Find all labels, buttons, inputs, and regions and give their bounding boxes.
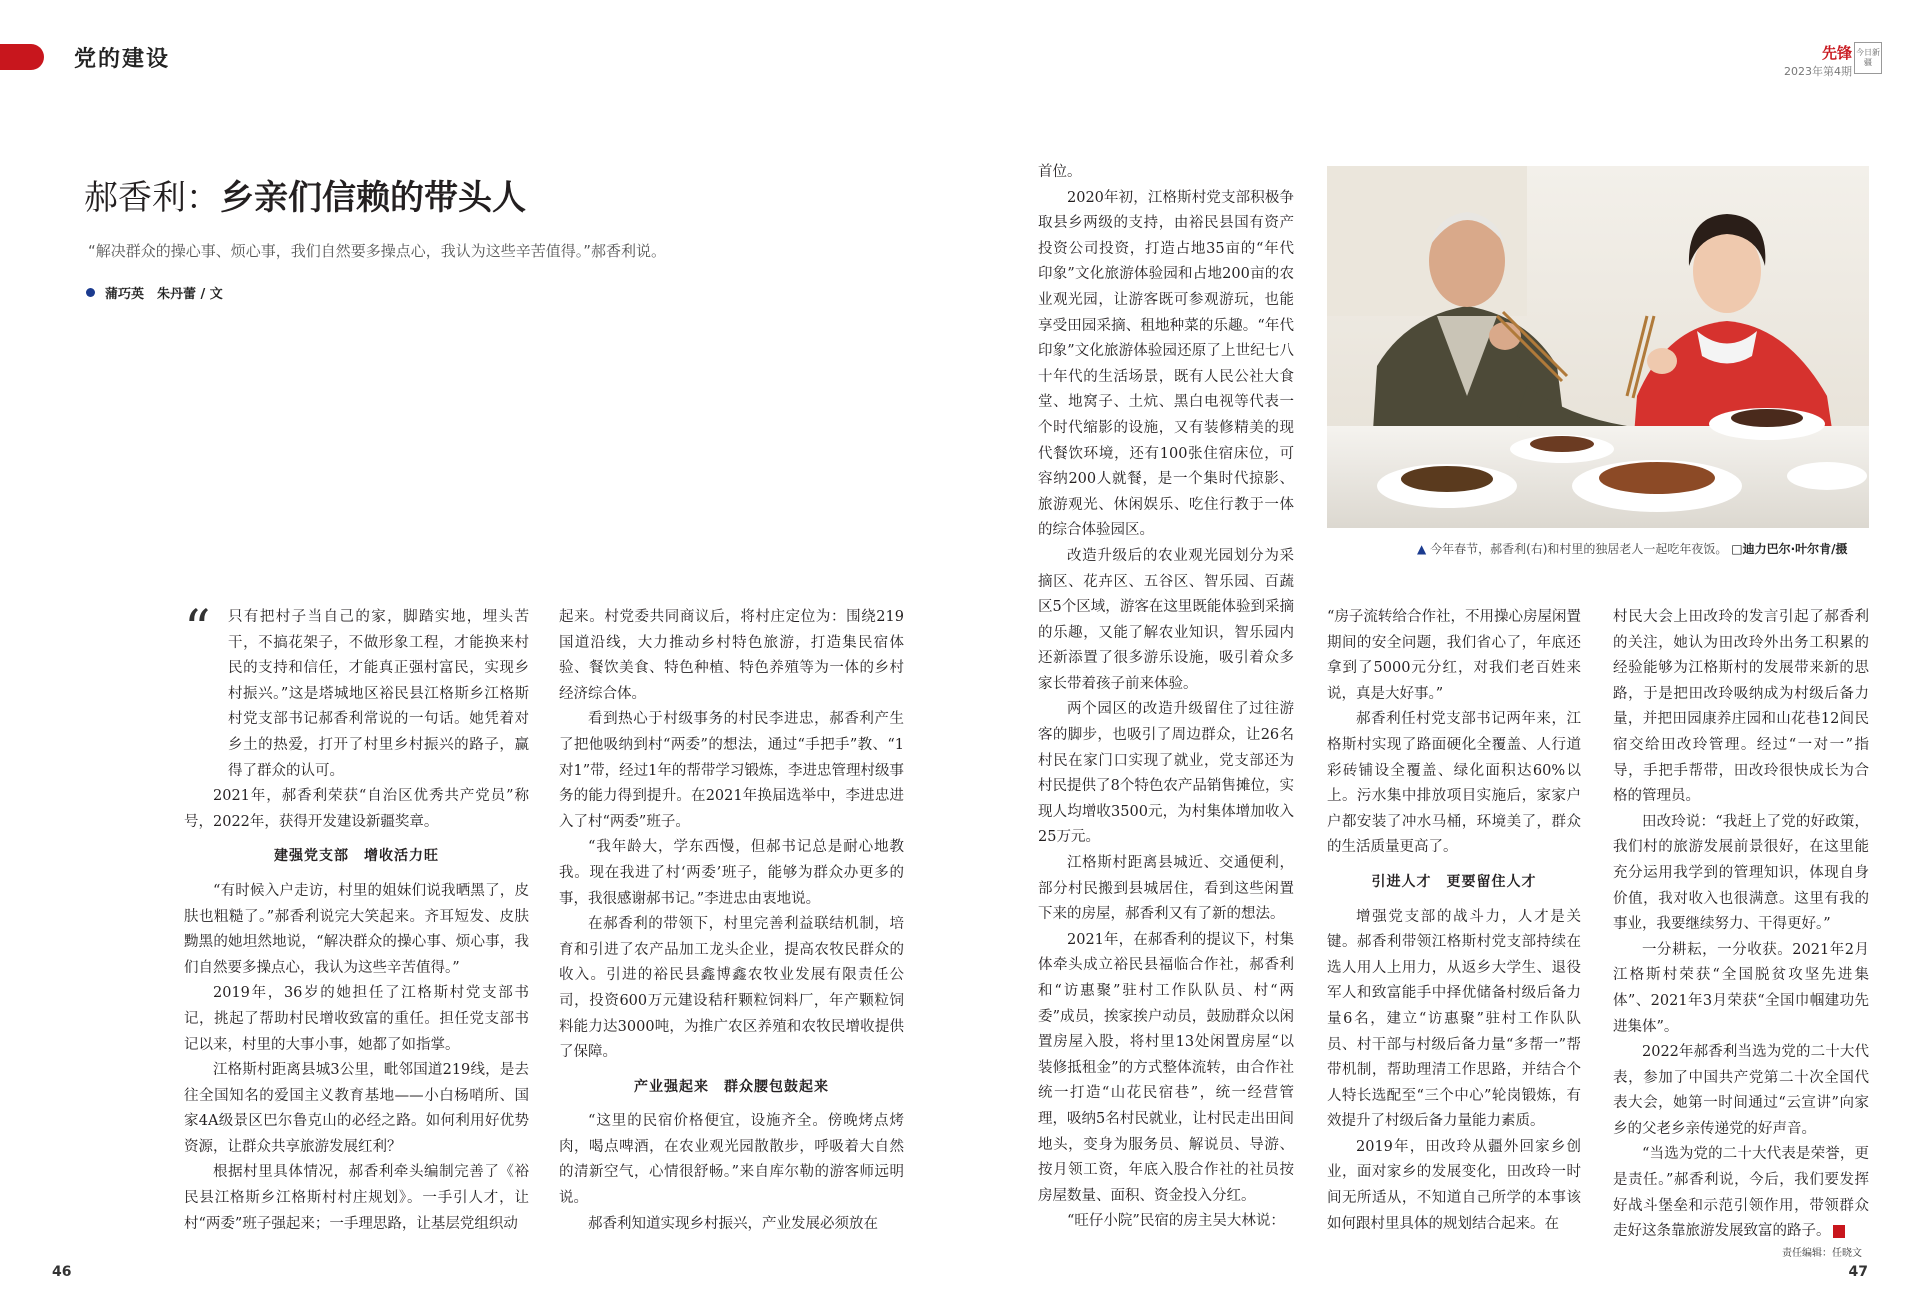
paragraph: 2020年初，江格斯村党支部积极争取县乡两级的支持，由裕民县国有资产投资公司投资，打造占地35亩的“年代印象”文化旅游体验园和占地200亩的农业观光园，让游客既可参观游玩，也能享受田园采摘、租地种菜的乐趣。“年代印象”文化旅游体验园还原了上世纪七八十年代的生活场景，既有人民公社大食堂、地窝子、土炕、黑白电视等代表一个时代缩影的设施，又有装修精美的现代餐饮环境，还有100张住宿床位，可容纳200人就餐，是一个集时代掠影、旅游观光、休闲娱乐、吃住行教于一体的综合体验园区。 [1038, 189, 1294, 539]
page-number-left: 46 [52, 1264, 72, 1280]
paragraph: 只有把村子当自己的家，脚踏实地，埋头苦干，不搞花架子，不做形象工程，才能换来村民的支持和信任，才能真正强村富民，实现乡村振兴。”这是塔城地区裕民县江格斯乡江格斯村党支部书记郝香利常说的一句话。她凭着对乡土的热爱，打开了村里乡村振兴的路子，赢得了群众的认可。 [228, 609, 529, 779]
paragraph: 2019年，田改玲从疆外回家乡创业，面对家乡的发展变化，田改玲一时间无所适从，不知道自己所学的本事该如何跟村里具体的规划结合起来。在 [1327, 1138, 1581, 1232]
title-name: 郝香利： [84, 178, 220, 218]
byline-text: 蒲巧英 朱丹蕾 / 文 [105, 287, 223, 302]
magazine-brand [1784, 42, 1852, 79]
editor-credit: 责任编辑：任晓文 [1782, 1248, 1862, 1259]
column-4 [1327, 605, 1581, 1237]
article-photo [1327, 166, 1869, 528]
column-5 [1613, 605, 1869, 1245]
column-3 [1038, 160, 1294, 1235]
paragraph: 郝香利知道实现乡村振兴，产业发展必须放在 [588, 1215, 878, 1232]
paragraph: 看到热心于村级事务的村民李进忠，郝香利产生了把他吸纳到村“两委”的想法，通过“手把手”教、“1对1”带，经过1年的帮带学习锻炼，李进忠管理村级事务的能力得到提升。在2021年换届选举中，李进忠进入了村“两委”班子。 [559, 711, 904, 830]
section-heading: 产业强起来 群众腰包鼓起来 [634, 1078, 829, 1095]
caption-triangle-icon: ▲ [1417, 542, 1427, 556]
paragraph: 改造升级后的农业观光园划分为采摘区、花卉区、五谷区、智乐园、百蔬区5个区域，游客在这里既能体验到采摘的乐趣，又能了解农业知识，智乐园内还新添置了很多游乐设施，吸引着众多家长带着孩子前来体验。 [1038, 547, 1294, 692]
section-color-tab [0, 44, 44, 70]
photo-credit: □迪力巴尔·叶尔肯/摄 [1731, 542, 1848, 556]
quote-mark-icon: “ [184, 600, 211, 660]
paragraph: 2021年，郝香利荣获“自治区优秀共产党员”称号，2022年，获得开发建设新疆奖章。 [184, 788, 529, 830]
paragraph: “我年龄大，学东西慢，但郝书记总是耐心地教我。现在我进了村‘两委’班子，能够为群众办更多的事，我很感谢郝书记。”李进忠由衷地说。 [559, 839, 904, 907]
paragraph: 首位。 [1038, 164, 1082, 180]
paragraph: 田改玲说：“我赶上了党的好政策，我们村的旅游发展前景很好，在这里能充分运用我学到的管理知识，体现自身价值，我对收入也很满意。这里有我的事业，我要继续努力、干得更好。” [1613, 813, 1869, 933]
article-lead: “解决群众的操心事、烦心事，我们自然要多操点心，我认为这些辛苦值得。”郝香利说。 [88, 242, 667, 260]
column-1 [184, 600, 529, 1237]
page-number-right: 47 [1848, 1264, 1868, 1280]
paragraph: 江格斯村距离县城近、交通便利，部分村民搬到县城居住，看到这些闲置下来的房屋，郝香利又有了新的想法。 [1038, 855, 1294, 923]
photo-caption [1417, 540, 1848, 557]
article-title [84, 170, 526, 219]
issue-label: 2023年第4期 [1784, 65, 1852, 78]
magazine-logo: 今日新疆 [1854, 42, 1882, 74]
section-heading: 引进人才 更要留住人才 [1371, 873, 1537, 890]
paragraph: “旺仔小院”民宿的房主吴大林说： [1067, 1213, 1285, 1230]
paragraph: 江格斯村距离县城3公里，毗邻国道219线，是去往全国知名的爱国主义教育基地——小白杨哨所、国家4A级景区巴尔鲁克山的必经之路。如何利用好优势资源，让群众共享旅游发展红利？ [184, 1062, 529, 1155]
byline [86, 283, 223, 302]
paragraph [1613, 1142, 1869, 1244]
paragraph-text: “当选为党的二十大代表是荣誉，更是责任。”郝香利说，今后，我们要发挥好战斗堡垒和示范引领作用，带领群众走好这条靠旅游发展致富的路子。 [1613, 1146, 1869, 1240]
title-main: 乡亲们信赖的带头人 [220, 178, 526, 218]
paragraph: 根据村里具体情况，郝香利牵头编制完善了《裕民县江格斯乡江格斯村村庄规划》。一手引人才，让村“两委”班子强起来；一手理思路，让基层党组织动 [184, 1164, 529, 1232]
paragraph: “有时候入户走访，村里的姐妹们说我晒黑了，皮肤也粗糙了。”郝香利说完大笑起来。齐耳短发、皮肤黝黑的她坦然地说，“解决群众的操心事、烦心事，我们自然要多操点心，我认为这些辛苦值得。” [184, 882, 529, 976]
paragraph: “这里的民宿价格便宜，设施齐全。傍晚烤点烤肉，喝点啤酒，在农业观光园散散步，呼吸着大自然的清新空气，心情很舒畅。”来自库尔勒的游客师远明说。 [559, 1113, 904, 1207]
section-title: 党的建设 [74, 46, 171, 72]
paragraph: 在郝香利的带领下，村里完善利益联结机制，培育和引进了农产品加工龙头企业，提高农牧民群众的收入。引进的裕民县鑫博鑫农牧业发展有限责任公司，投资600万元建设秸秆颗粒饲料厂，年产颗粒饲料能力达3000吨，为推广农区养殖和农牧民增收提供了保障。 [559, 916, 904, 1061]
column-2 [559, 605, 904, 1237]
paragraph: 增强党支部的战斗力，人才是关键。郝香利带领江格斯村党支部持续在选人用人上用力，从返乡大学生、退役军人和致富能手中择优储备村级后备力量6名，建立“访惠聚”驻村工作队队员、村干部与村级后备力量“多帮一”帮带机制，帮助理清工作思路，并结合个人特长选配至“三个中心”轮岗锻炼，有效提升了村级后备力量能力素质。 [1327, 908, 1581, 1130]
end-mark-icon [1833, 1225, 1845, 1238]
paragraph: “房子流转给合作社，不用操心房屋闲置期间的安全问题，我们省心了，年底还拿到了5000元分红，对我们老百姓来说，真是大好事。” [1327, 609, 1581, 702]
paragraph: 2019年，36岁的她担任了江格斯村党支部书记，挑起了帮助村民增收致富的重任。担任党支部书记以来，村里的大事小事，她都了如指掌。 [184, 985, 529, 1053]
photo-illustration [1327, 166, 1869, 528]
paragraph: 两个园区的改造升级留住了过往游客的脚步，也吸引了周边群众，让26名村民在家门口实现了就业，党支部还为村民提供了8个特色农产品销售摊位，实现人均增收3500元，为村集体增加收入25万元。 [1038, 701, 1294, 846]
paragraph: 2021年，在郝香利的提议下，村集体牵头成立裕民县福临合作社，郝香利和“访惠聚”驻村工作队队员、村“两委”成员，挨家挨户动员，鼓励群众以闲置房屋入股，将村里13处闲置房屋“以装修抵租金”的方式整体流转，由合作社统一打造“山花民宿巷”，统一经营管理，吸纳5名村民就业，让村民走出田间地头，变身为服务员、解说员、导游、按月领工资，年底入股合作社的社员按房屋数量、面积、资金投入分红。 [1038, 931, 1294, 1204]
brand-name: 先锋 [1821, 44, 1852, 62]
caption-text: 今年春节，郝香利(右)和村里的独居老人一起吃年夜饭。 [1430, 542, 1728, 556]
paragraph: 村民大会上田改玲的发言引起了郝香利的关注，她认为田改玲外出务工积累的经验能够为江格斯村的发展带来新的思路，于是把田改玲吸纳成为村级后备力量，并把田园康养庄园和山花巷12间民宿交给田改玲管理。经过“一对一”指导，手把手帮带，田改玲很快成长为合格的管理员。 [1613, 609, 1869, 805]
paragraph: 郝香利任村党支部书记两年来，江格斯村实现了路面硬化全覆盖、人行道彩砖铺设全覆盖、绿化面积达60%以上。污水集中排放项目实施后，家家户户都安装了冲水马桶，环境美了，群众的生活质量更高了。 [1327, 711, 1581, 856]
bullet-dot-icon [86, 288, 95, 297]
paragraph: 起来。村党委共同商议后，将村庄定位为：围绕219国道沿线，大力推动乡村特色旅游，打造集民宿体验、餐饮美食、特色种植、特色养殖等为一体的乡村经济综合体。 [559, 609, 904, 702]
paragraph: 2022年郝香利当选为党的二十大代表，参加了中国共产党第二十次全国代表大会，她第一时间通过“云宣讲”向家乡的父老乡亲传递党的好声音。 [1613, 1044, 1869, 1137]
section-heading: 建强党支部 增收活力旺 [274, 848, 439, 865]
paragraph: 一分耕耘，一分收获。2021年2月江格斯村荣获“全国脱贫攻坚先进集体”、2021年3月荣获“全国巾帼建功先进集体”。 [1613, 941, 1869, 1035]
